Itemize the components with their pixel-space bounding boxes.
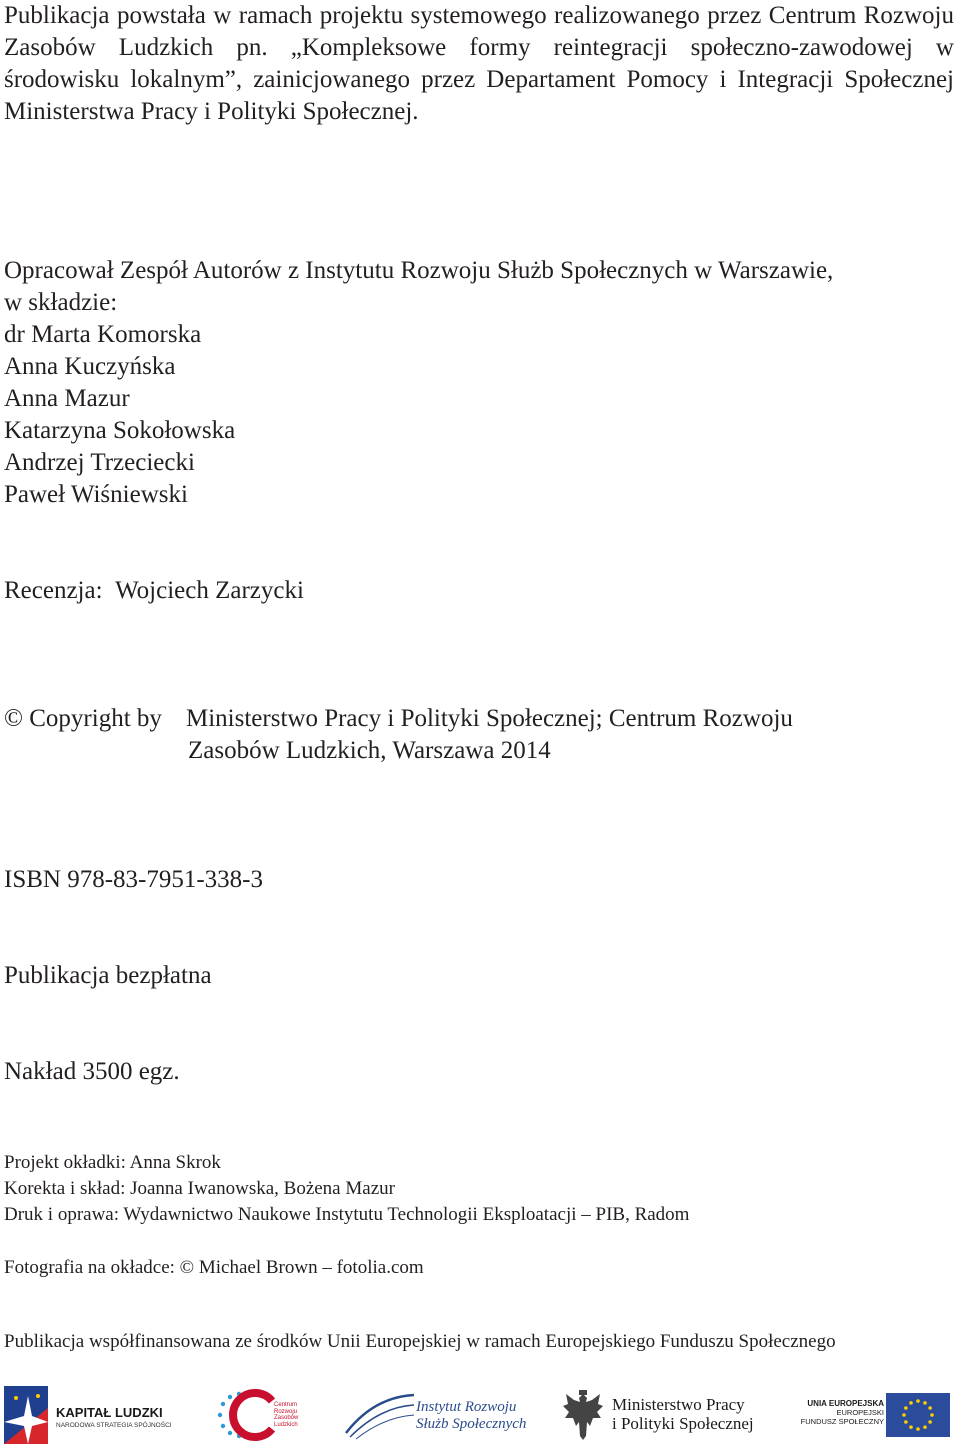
eu-line1: UNIA EUROPEJSKA: [807, 1399, 884, 1408]
copyright-label: © Copyright by: [4, 705, 162, 732]
eu-star-icon: [916, 1399, 920, 1403]
eu-flag-icon: [886, 1393, 950, 1437]
eu-star-icon: [904, 1420, 908, 1424]
copyright-line2: Zasobów Ludzkich, Warszawa 2014: [188, 737, 551, 764]
eu-star-icon: [909, 1425, 913, 1429]
kapital-ludzki-subtitle: NARODOWA STRATEGIA SPÓJNOŚCI: [56, 1422, 172, 1429]
review-label: Recenzja:: [4, 577, 103, 604]
eu-line3: FUNDUSZ SPOŁECZNY: [800, 1417, 884, 1426]
credit-proofreading: Korekta i skład: Joanna Iwanowska, Bożena Mazur: [4, 1178, 395, 1199]
mpips-logo: [560, 1385, 770, 1445]
kapital-ludzki-title: KAPITAŁ LUDZKI: [56, 1405, 163, 1420]
author-name: Anna Kuczyńska: [4, 353, 176, 380]
authors-heading-line1: Opracował Zespół Autorów z Instytutu Rozwoju Służb Społecznych w Warszawie,: [4, 257, 834, 284]
eu-star-icon: [930, 1413, 934, 1417]
credit-cover: Projekt okładki: Anna Skrok: [4, 1152, 221, 1173]
logo-bar: [0, 1385, 960, 1445]
mpips-line1: Ministerstwo Pracy: [612, 1395, 745, 1414]
eu-esf-logo: [790, 1385, 956, 1445]
crzl-logo: [214, 1385, 314, 1445]
author-name: Anna Mazur: [4, 385, 130, 412]
cover-photo-credit: Fotografia na okładce: © Michael Brown – fotolia.com: [4, 1257, 424, 1278]
irss-line1: Instytut Rozwoju: [416, 1399, 517, 1415]
authors-section: [4, 255, 833, 511]
irss-line2: Służb Społecznych: [416, 1416, 527, 1432]
print-run: Nakład 3500 egz.: [4, 1058, 180, 1085]
isbn: ISBN 978-83-7951-338-3: [4, 866, 264, 893]
irss-swoosh-icon: [344, 1391, 416, 1441]
copyright-section: [4, 703, 793, 767]
copyright-line1: Ministerstwo Pracy i Polityki Społecznej; Centrum Rozwoju: [186, 705, 793, 732]
author-name: dr Marta Komorska: [4, 321, 202, 348]
credit-printing: Druk i oprawa: Wydawnictwo Naukowe Instytutu Technologii Eksploatacji – PIB, Radom: [4, 1204, 690, 1225]
eu-star-icon: [904, 1406, 908, 1410]
polish-eagle-icon: [560, 1388, 606, 1442]
crzl-emblem-icon: [214, 1389, 278, 1441]
eu-star-icon: [923, 1401, 927, 1405]
kapital-ludzki-emblem-icon: [4, 1386, 48, 1444]
eu-star-icon: [916, 1427, 920, 1431]
kapital-ludzki-logo: [4, 1385, 184, 1445]
author-name: Paweł Wiśniewski: [4, 481, 188, 508]
eu-star-icon: [902, 1413, 906, 1417]
eu-line2: EUROPEJSKI: [836, 1408, 884, 1417]
reviewer-name: Wojciech Zarzycki: [115, 577, 304, 604]
credits-section: [4, 1150, 689, 1228]
author-name: Andrzej Trzeciecki: [4, 449, 195, 476]
irss-logo: [344, 1385, 527, 1445]
mpips-line2: i Polityki Społecznej: [612, 1414, 754, 1433]
eu-star-icon: [928, 1420, 932, 1424]
authors-heading-line2: w składzie:: [4, 289, 118, 316]
free-publication: Publikacja bezpłatna: [4, 962, 212, 989]
eu-star-icon: [923, 1425, 927, 1429]
crzl-name: Centrum Rozwoju Zasobów Ludzkich: [274, 1402, 299, 1428]
author-name: Katarzyna Sokołowska: [4, 417, 236, 444]
eu-star-icon: [928, 1406, 932, 1410]
intro-paragraph: Publikacja powstała w ramach projektu systemowego realizowanego przez Centrum Rozwoju Zasobów Ludzkich pn. „Kompleksowe formy reintegracji społeczno-zawodowej w środowisku lokalnym”, zainicjowanego przez Departament Pomocy i Integracji Społecznej Ministerstwa Pracy i Polityki Społecznej.: [4, 2, 954, 125]
review-line: [4, 575, 304, 607]
cofinancing-note: Publikacja współfinansowana ze środków Unii Europejskiej w ramach Europejskiego Funduszu Społecznego: [4, 1331, 836, 1352]
eu-text-block: [801, 1399, 884, 1426]
eu-star-icon: [909, 1401, 913, 1405]
